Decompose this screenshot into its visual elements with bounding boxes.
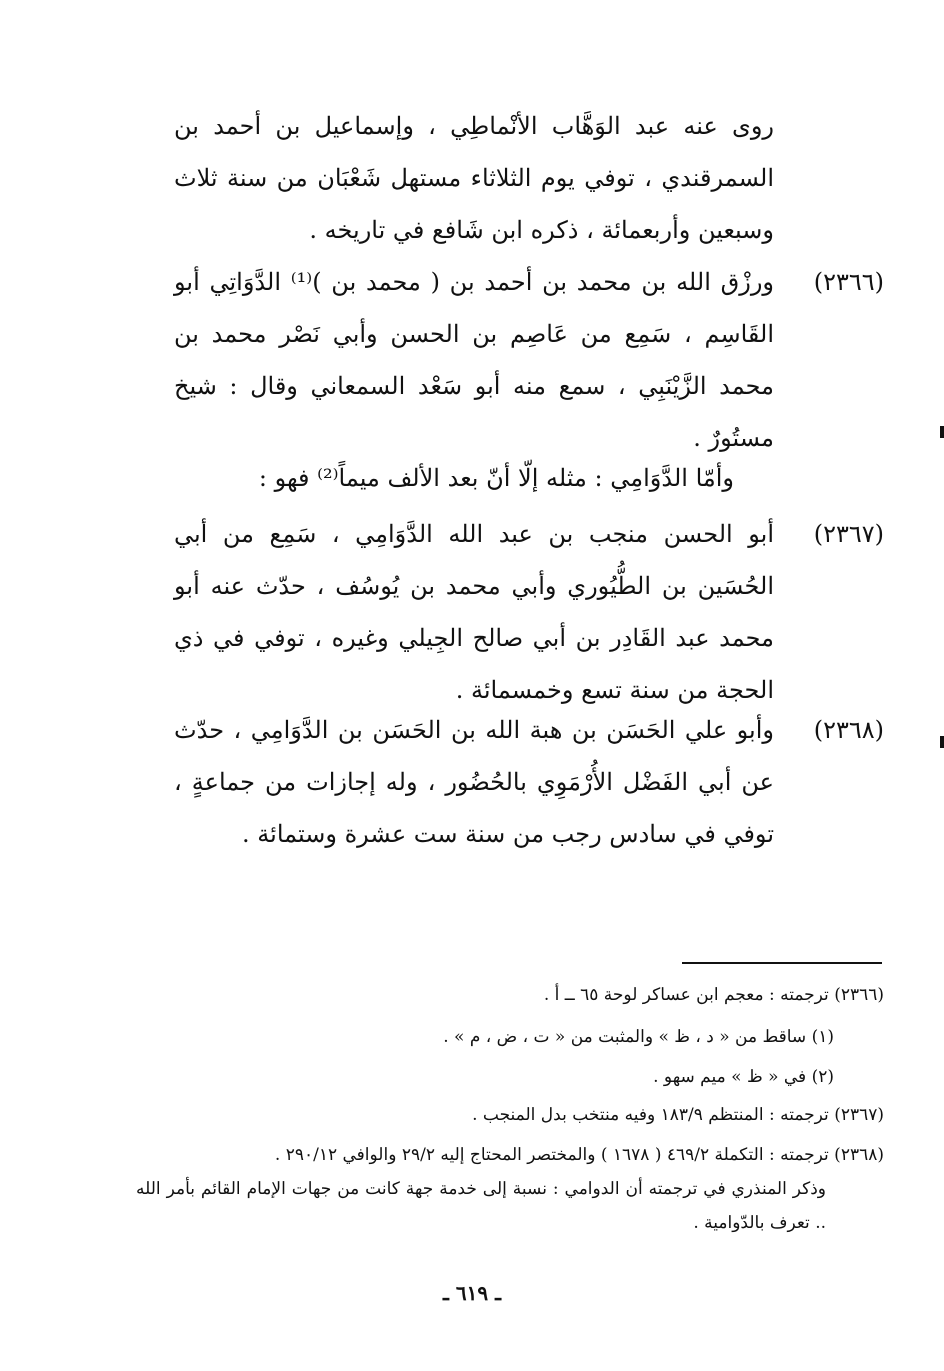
dawami-note-line: وأمّا الدَّوَامِي : مثله إلّا أنّ بعد الألف ميماً⁽²⁾ فهو : [258, 464, 734, 492]
entry-number-2367: (٢٣٦٧) [813, 520, 884, 548]
entry-number-2368: (٢٣٦٨) [813, 716, 884, 744]
entry-2367-text: أبو الحسن منجب بن عبد الله الدَّوَامِي ، سَمِع من أبي الحُسَين بن الطُّيُوري وأبي محمد بن يُوسُف ، حدّث عنه أبو محمد عبد القَادِر بن أبي صالح الجِيلي وغيره ، توفي في ذي الحجة من سنة تسع وخمسمائة . [174, 520, 774, 704]
entry-2368-text: وأبو علي الحَسَن بن هبة الله بن الحَسَن بن الدَّوَامِي ، حدّث عن أبي الفَضْل الأُرْمَوِي بالحُضُور ، وله إجازات من جماعةٍ ، توفي في سادس رجب من سنة ست عشرة وستمائة . [174, 716, 774, 848]
footnote-1: (١) ساقط من « د ، ظ » والمثبت من « ت ، ض ، م » . [443, 1027, 834, 1047]
entry-2366-text: ورزْق الله بن محمد بن أحمد بن ( محمد بن )⁽¹⁾ الدَّوَاتِي أبو القَاسِم ، سَمِع من عَاصِم بن الحسن وأبي نَصْر محمد بن محمد الزَّيْنَبِي ، سمع منه أبو سَعْد السمعاني وقال : شيخ مستُورٌ . [174, 268, 775, 452]
entry-number-2366: (٢٣٦٦) [813, 268, 884, 296]
footnote-2368: (٢٣٦٨) ترجمته : التكملة ٤٦٩/٢ ( ١٦٧٨ ) والمختصر المحتاج إليه ٢٩/٢ والوافي ٢٩٠/١٢ . [274, 1145, 884, 1165]
footnote-2367: (٢٣٦٧) ترجمته : المنتظم ١٨٣/٩ وفيه منتخب بدل المنجب . [472, 1105, 884, 1125]
intro-paragraph: روى عنه عبد الوَهَّاب الأنْماطِي ، وإسماعيل بن أحمد بن السمرقندي ، توفي يوم الثلاثاء مستهل شَعْبَان من سنة ثلاث وسبعين وأربعمائة ، ذكره ابن شَافع في تاريخه . [174, 112, 774, 244]
footnote-2366: (٢٣٦٦) ترجمته : معجم ابن عساكر لوحة ٦٥ ــ أ . [543, 985, 884, 1005]
footnote-2368-continuation: وذكر المنذري في ترجمته أن الدوامي : نسبة إلى خدمة جهة كانت من جهات الإمام القائم بأمر الله .. تعرف بالدّوامية . [136, 1179, 826, 1233]
page-number: ـ ٦١٩ ـ [443, 1281, 501, 1305]
footnote-separator [682, 962, 882, 964]
scan-edge-mark [940, 426, 944, 438]
footnote-2: (٢) في « ظ » ميم سهو . [653, 1067, 834, 1087]
scan-edge-mark [940, 736, 944, 748]
